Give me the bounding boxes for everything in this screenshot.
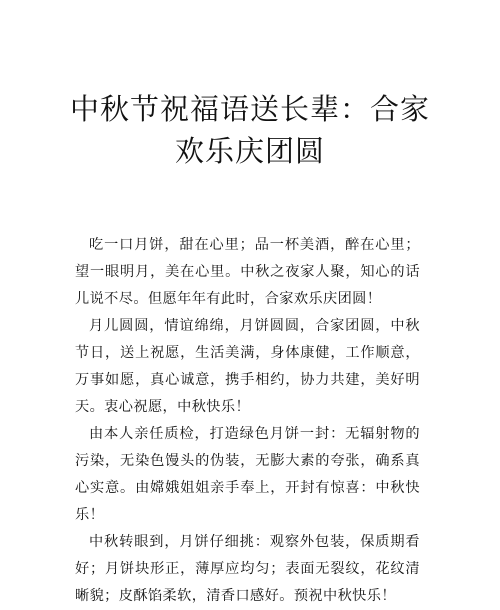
- document-body: [75, 232, 420, 610]
- paragraph: 月儿圆圆，情谊绵绵，月饼圆圆，合家团圆，中秋节日，送上祝愿，生活美满，身体康健，工作顺意，万事如愿，真心诚意，携手相约，协力共建，美好明天。衷心祝愿，中秋快乐！: [75, 318, 420, 415]
- paragraph: 由本人亲任质检，打造绿色月饼一封：无辐射物的污染，无染色馒头的伪装，无膨大素的夸张，确系真心实意。由嫦娥姐姐亲手奉上，开封有惊喜：中秋快乐！: [75, 426, 420, 523]
- paragraph: 吃一口月饼，甜在心里；品一杯美酒，醉在心里；望一眼明月，美在心里。中秋之夜家人聚，知心的话儿说不尽。但愿年年有此时，合家欢乐庆团圆！: [75, 237, 420, 307]
- paragraph: 中秋转眼到，月饼仔细挑：观察外包装，保质期看好；月饼块形正，薄厚应均匀；表面无裂纹，花纹清晰貌；皮酥馅柔软，清香口感好。预祝中秋快乐！: [75, 534, 420, 604]
- document-title: 中秋节祝福语送长辈：合家欢乐庆团圆: [69, 92, 430, 168]
